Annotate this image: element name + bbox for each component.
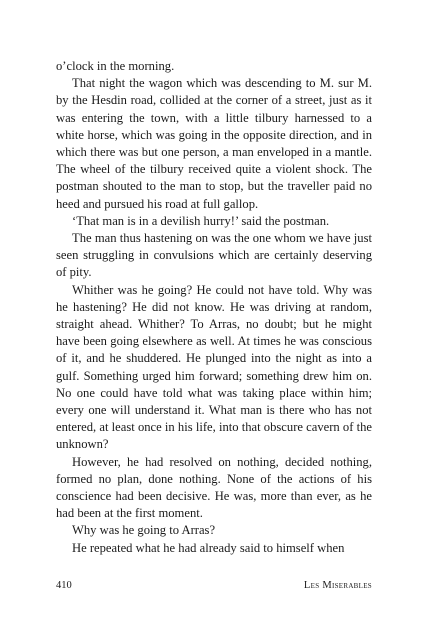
paragraph: Whither was he going? He could not have told. Why was he hastening? He did not know. He was driving at random, straight ahead. Whither? To Arras, no doubt; but he might have been going elsewhere as well. At times he was conscious of it, and he shuddered. He plunged into the night as into a gulf. Something urged him forward; something drew him on. No one could have told what was taking place within him; every one will understand it. What man is there who has not entered, at least once in his life, into that obscure cavern of the unknown? (56, 282, 372, 452)
paragraph: He repeated what he had already said to himself when (72, 540, 345, 555)
body-text (56, 58, 372, 557)
paragraph-continuation: o’clock in the morning. (56, 59, 175, 73)
paragraph: That night the wagon which was descending to M. sur M. by the Hesdin road, collided at the corner of a street, just as it was entering the town, with a little tilbury harnessed to a white horse, which was going in the opposite direction, and in which there was but one person, a man enveloped in a mantle. The wheel of the tilbury received quite a violent shock. The postman shouted to the man to stop, but the traveller paid no heed and pursued his road at full gallop. (56, 76, 372, 211)
page-footer (56, 580, 372, 591)
paragraph: Why was he going to Arras? (72, 523, 216, 538)
page-number: 410 (56, 580, 72, 591)
running-title: Les Miserables (303, 580, 372, 591)
paragraph: The man thus hastening on was the one whom we have just seen struggling in convulsions which are certainly deserving of pity. (56, 231, 372, 280)
paragraph: ‘That man is in a devilish hurry!’ said the postman. (72, 213, 330, 228)
paragraph: However, he had resolved on nothing, decided nothing, formed no plan, done nothing. None of the actions of his conscience had been decisive. He was, more than ever, as he had been at the first moment. (56, 454, 372, 521)
